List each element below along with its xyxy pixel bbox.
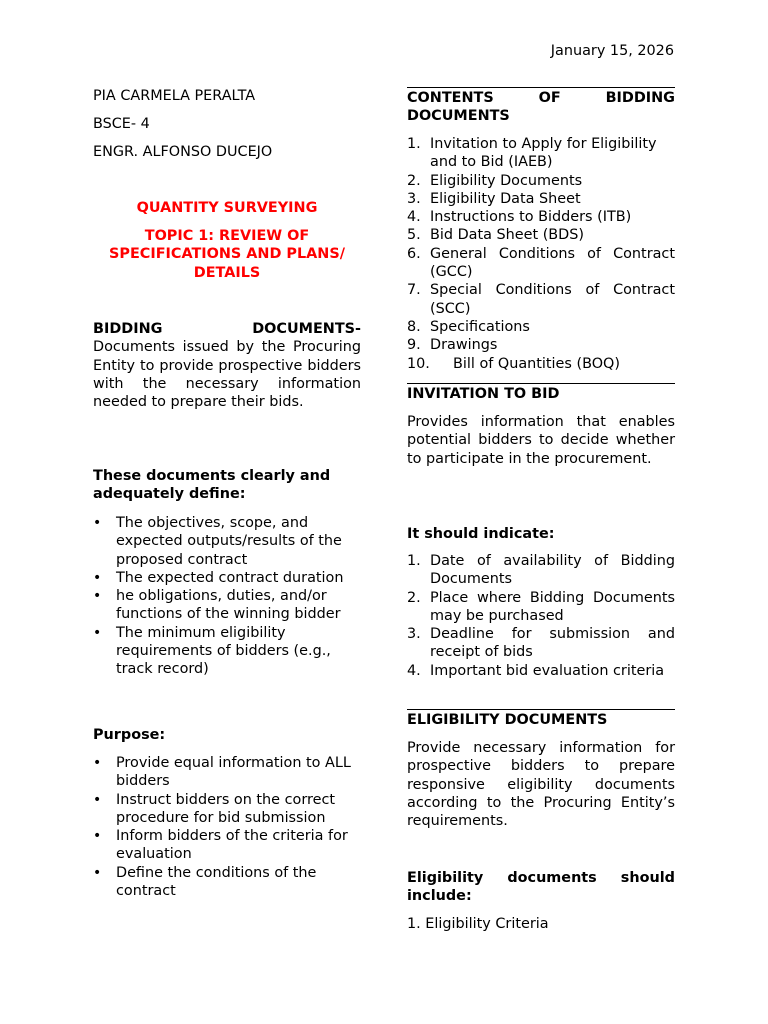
- topic-title: TOPIC 1: REVIEW OF SPECIFICATIONS AND PLANS/ DETAILS: [109, 228, 345, 281]
- list-item: 1. Date of availability of Bidding Documents: [407, 553, 675, 588]
- purpose-list: [93, 754, 361, 900]
- course-title: QUANTITY SURVEYING: [136, 200, 318, 216]
- list-item: 5. Bid Data Sheet (BDS): [407, 227, 585, 244]
- define-list: [93, 514, 361, 679]
- indicate-list: [407, 552, 675, 680]
- list-item: • Define the conditions of the contract: [93, 864, 361, 901]
- contents-heading-line2: DOCUMENTS: [407, 108, 510, 124]
- list-item: • he obligations, duties, and/or functions of the winning bidder: [93, 587, 361, 624]
- list-item: • Inform bidders of the criteria for evaluation: [93, 827, 361, 864]
- contents-list: [407, 135, 675, 373]
- list-item: 4. Instructions to Bidders (ITB): [407, 209, 632, 226]
- itb-text: Provides information that enables potential bidders to decide whether to participate in the procurement.: [407, 414, 675, 467]
- purpose-heading: Purpose:: [93, 727, 166, 743]
- list-item: 4. Important bid evaluation criteria: [407, 662, 665, 679]
- eligibility-include-heading: Eligibility documents should include:: [407, 870, 675, 905]
- list-item: • The minimum eligibility requirements of bidders (e.g., track record): [93, 624, 361, 679]
- define-heading: These documents clearly and adequately define:: [93, 468, 331, 503]
- student-section: BSCE- 4: [93, 116, 150, 132]
- eligibility-item: 1. Eligibility Criteria: [407, 916, 549, 932]
- divider: [407, 383, 675, 384]
- document-date: January 15, 2026: [550, 43, 674, 59]
- indicate-heading: It should indicate:: [407, 526, 555, 542]
- list-item: • The expected contract duration: [93, 569, 361, 587]
- student-name: PIA CARMELA PERALTA: [93, 88, 256, 104]
- list-item: • The objectives, scope, and expected outputs/results of the proposed contract: [93, 514, 361, 569]
- list-item: • Provide equal information to ALL bidders: [93, 754, 361, 791]
- eligibility-heading: ELIGIBILITY DOCUMENTS: [407, 712, 608, 728]
- list-item: 1. Invitation to Apply for Eligibility and to Bid (IAEB): [407, 136, 657, 171]
- list-item: 2. Place where Bidding Documents may be purchased: [407, 589, 675, 624]
- list-item: • Instruct bidders on the correct procedure for bid submission: [93, 791, 361, 828]
- divider: [407, 709, 675, 710]
- itb-heading: INVITATION TO BID: [407, 386, 560, 402]
- bidding-documents-definition: [93, 320, 361, 411]
- list-item: 7. Special Conditions of Contract (SCC): [407, 282, 675, 317]
- instructor-name: ENGR. ALFONSO DUCEJO: [93, 144, 273, 160]
- eligibility-text: Provide necessary information for prospective bidders to prepare responsive eligibility documents according to the Procuring Entity’s requirements.: [407, 740, 675, 830]
- list-item: 2. Eligibility Documents: [407, 172, 583, 189]
- bidding-documents-term: BIDDING DOCUMENTS-: [93, 321, 361, 337]
- list-item: 3. Eligibility Data Sheet: [407, 190, 581, 207]
- list-item: 8. Specifications: [407, 318, 530, 335]
- list-item: 9. Drawings: [407, 337, 498, 354]
- list-item: 10. Bill of Quantities (BOQ): [407, 355, 620, 372]
- list-item: 3. Deadline for submission and receipt of bids: [407, 626, 675, 661]
- bidding-documents-text: Documents issued by the Procuring Entity to provide prospective bidders with the necessary information needed to prepare their bids.: [93, 339, 361, 411]
- contents-heading-line1: CONTENTS OF BIDDING: [407, 90, 675, 106]
- list-item: 6. General Conditions of Contract (GCC): [407, 245, 675, 281]
- divider: [407, 87, 675, 88]
